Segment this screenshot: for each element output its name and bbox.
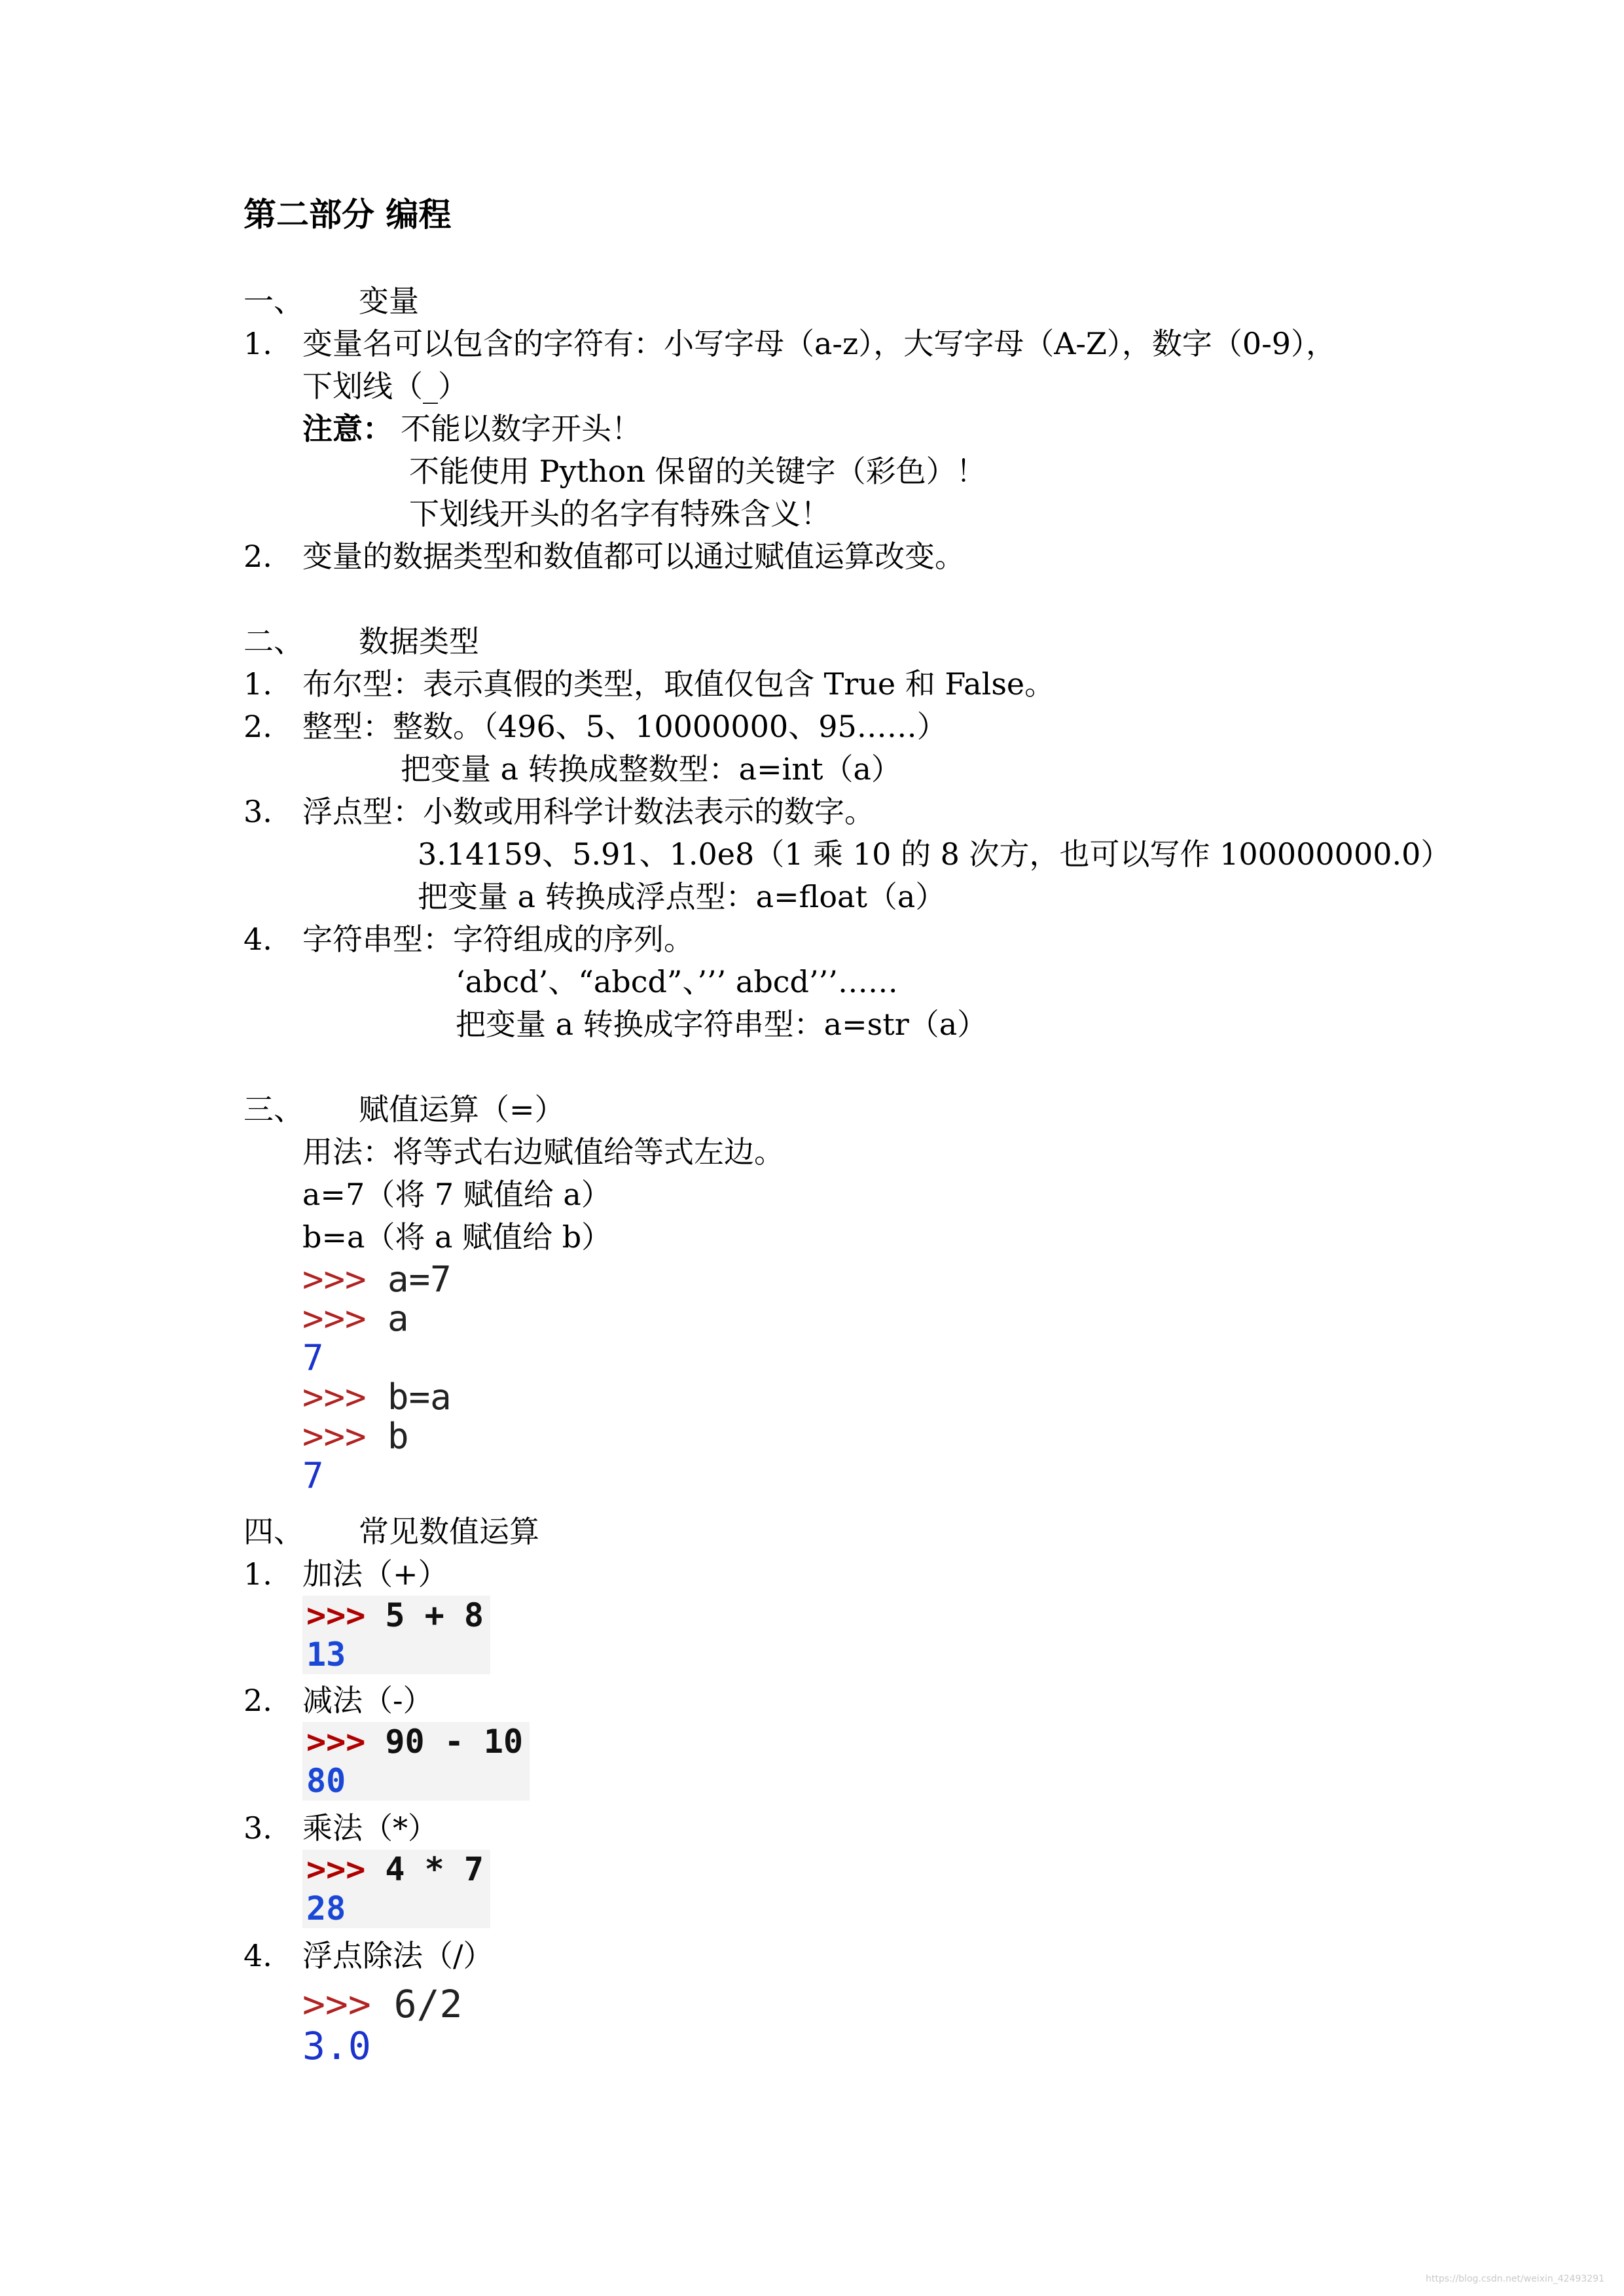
s2-item1: 布尔型：表示真假的类型，取值仅包含 True 和 False。 — [302, 666, 1055, 702]
shell-output: 13 — [306, 1636, 346, 1674]
code-line — [302, 1260, 452, 1299]
s2-item4-number: 4. — [244, 922, 272, 957]
shell-command: 6/2 — [370, 1982, 463, 2026]
section-3-title: 赋值运算（=） — [359, 1092, 565, 1127]
op-4-label: 浮点除法（/） — [302, 1938, 494, 1973]
shell-prompt: >>> — [306, 1723, 366, 1761]
shell-prompt: >>> — [302, 1982, 371, 2026]
shell-output: 3.0 — [302, 2024, 371, 2068]
section-4-number: 四、 — [244, 1514, 304, 1549]
code-line — [302, 1338, 452, 1378]
s1-item2: 变量的数据类型和数值都可以通过赋值运算改变。 — [302, 539, 965, 574]
s2-item3-sub2: 把变量 a 转换成浮点型：a=float（a） — [418, 879, 946, 914]
code-line — [306, 1889, 484, 1928]
code-line — [306, 1596, 484, 1635]
code-line — [302, 2025, 462, 2067]
s2-item2-sub: 把变量 a 转换成整数型：a=int（a） — [401, 751, 901, 787]
op-1-label: 加法（+） — [302, 1556, 448, 1592]
division-shell-screenshot — [302, 1983, 462, 2067]
code-line — [302, 1983, 462, 2025]
note-label: 注意： — [302, 411, 393, 446]
s2-item4-sub2: 把变量 a 转换成字符串型：a=str（a） — [456, 1007, 988, 1042]
watermark: https://blog.csdn.net/weixin_42493291 — [1425, 2274, 1604, 2284]
s3-example-1: a=7（将 7 赋值给 a） — [302, 1177, 611, 1212]
s1-item1-line1: 变量名可以包含的字符有：小写字母（a-z），大写字母（A-Z），数字（0-9）， — [302, 326, 1337, 361]
section-3-number: 三、 — [244, 1092, 304, 1127]
multiplication-shell-screenshot — [302, 1850, 490, 1928]
section-1-number: 一、 — [244, 283, 304, 319]
shell-prompt: >>> — [302, 1416, 367, 1457]
assignment-shell-screenshot — [302, 1260, 452, 1496]
section-2-number: 二、 — [244, 624, 304, 659]
op-3-number: 3. — [244, 1810, 272, 1846]
s3-usage: 用法：将等式右边赋值给等式左边。 — [302, 1134, 784, 1170]
shell-command: a=7 — [366, 1259, 452, 1300]
op-4-number: 4. — [244, 1938, 272, 1973]
shell-command: b — [366, 1416, 409, 1457]
code-line — [302, 1417, 452, 1456]
code-line — [302, 1456, 452, 1496]
code-line — [306, 1850, 484, 1889]
page-title: 第二部分 编程 — [244, 195, 452, 234]
shell-prompt: >>> — [302, 1298, 367, 1339]
shell-prompt: >>> — [306, 1850, 366, 1888]
code-line — [302, 1299, 452, 1338]
subtraction-shell-screenshot — [302, 1722, 530, 1801]
shell-command: 5 + 8 — [365, 1596, 484, 1634]
note-3: 下划线开头的名字有特殊含义！ — [409, 496, 831, 531]
s2-item4: 字符串型：字符组成的序列。 — [302, 922, 694, 957]
op-1-number: 1. — [244, 1556, 272, 1592]
s2-item1-number: 1. — [244, 666, 272, 702]
shell-output: 7 — [302, 1455, 324, 1496]
code-line — [302, 1378, 452, 1417]
s2-item3: 浮点型：小数或用科学计数法表示的数字。 — [302, 794, 875, 829]
shell-command: 90 - 10 — [365, 1723, 524, 1761]
s2-item4-sub1: ‘abcd’、“abcd”、’’’ abcd’’’…… — [456, 964, 898, 999]
section-2-title: 数据类型 — [359, 624, 479, 659]
code-line — [306, 1722, 523, 1761]
section-1-title: 变量 — [359, 283, 419, 319]
s1-item2-number: 2. — [244, 539, 272, 574]
s1-item1-line2: 下划线（_） — [302, 368, 468, 404]
addition-shell-screenshot — [302, 1596, 490, 1674]
s3-example-2: b=a（将 a 赋值给 b） — [302, 1219, 612, 1255]
s2-item3-number: 3. — [244, 794, 272, 829]
shell-command: b=a — [366, 1376, 452, 1418]
note-2: 不能使用 Python 保留的关键字（彩色）！ — [409, 454, 986, 489]
shell-prompt: >>> — [302, 1376, 367, 1418]
s1-item1-number: 1. — [244, 326, 272, 361]
code-line — [306, 1761, 523, 1801]
s2-item2: 整型：整数。（496、5、10000000、95……） — [302, 709, 947, 744]
shell-command: 4 * 7 — [365, 1850, 484, 1888]
op-2-label: 减法（-） — [302, 1683, 433, 1718]
s2-item2-number: 2. — [244, 709, 272, 744]
op-2-number: 2. — [244, 1683, 272, 1718]
shell-output: 7 — [302, 1337, 324, 1378]
shell-prompt: >>> — [306, 1596, 366, 1634]
code-line — [306, 1635, 484, 1674]
op-3-label: 乘法（*） — [302, 1810, 438, 1846]
shell-command: a — [366, 1298, 409, 1339]
s2-item3-sub1: 3.14159、5.91、1.0e8（1 乘 10 的 8 次方，也可以写作 100000000.0） — [418, 836, 1451, 872]
note-1: 不能以数字开头！ — [401, 411, 641, 446]
shell-prompt: >>> — [302, 1259, 367, 1300]
shell-output: 28 — [306, 1890, 346, 1928]
shell-output: 80 — [306, 1762, 346, 1800]
section-4-title: 常见数值运算 — [359, 1514, 539, 1549]
